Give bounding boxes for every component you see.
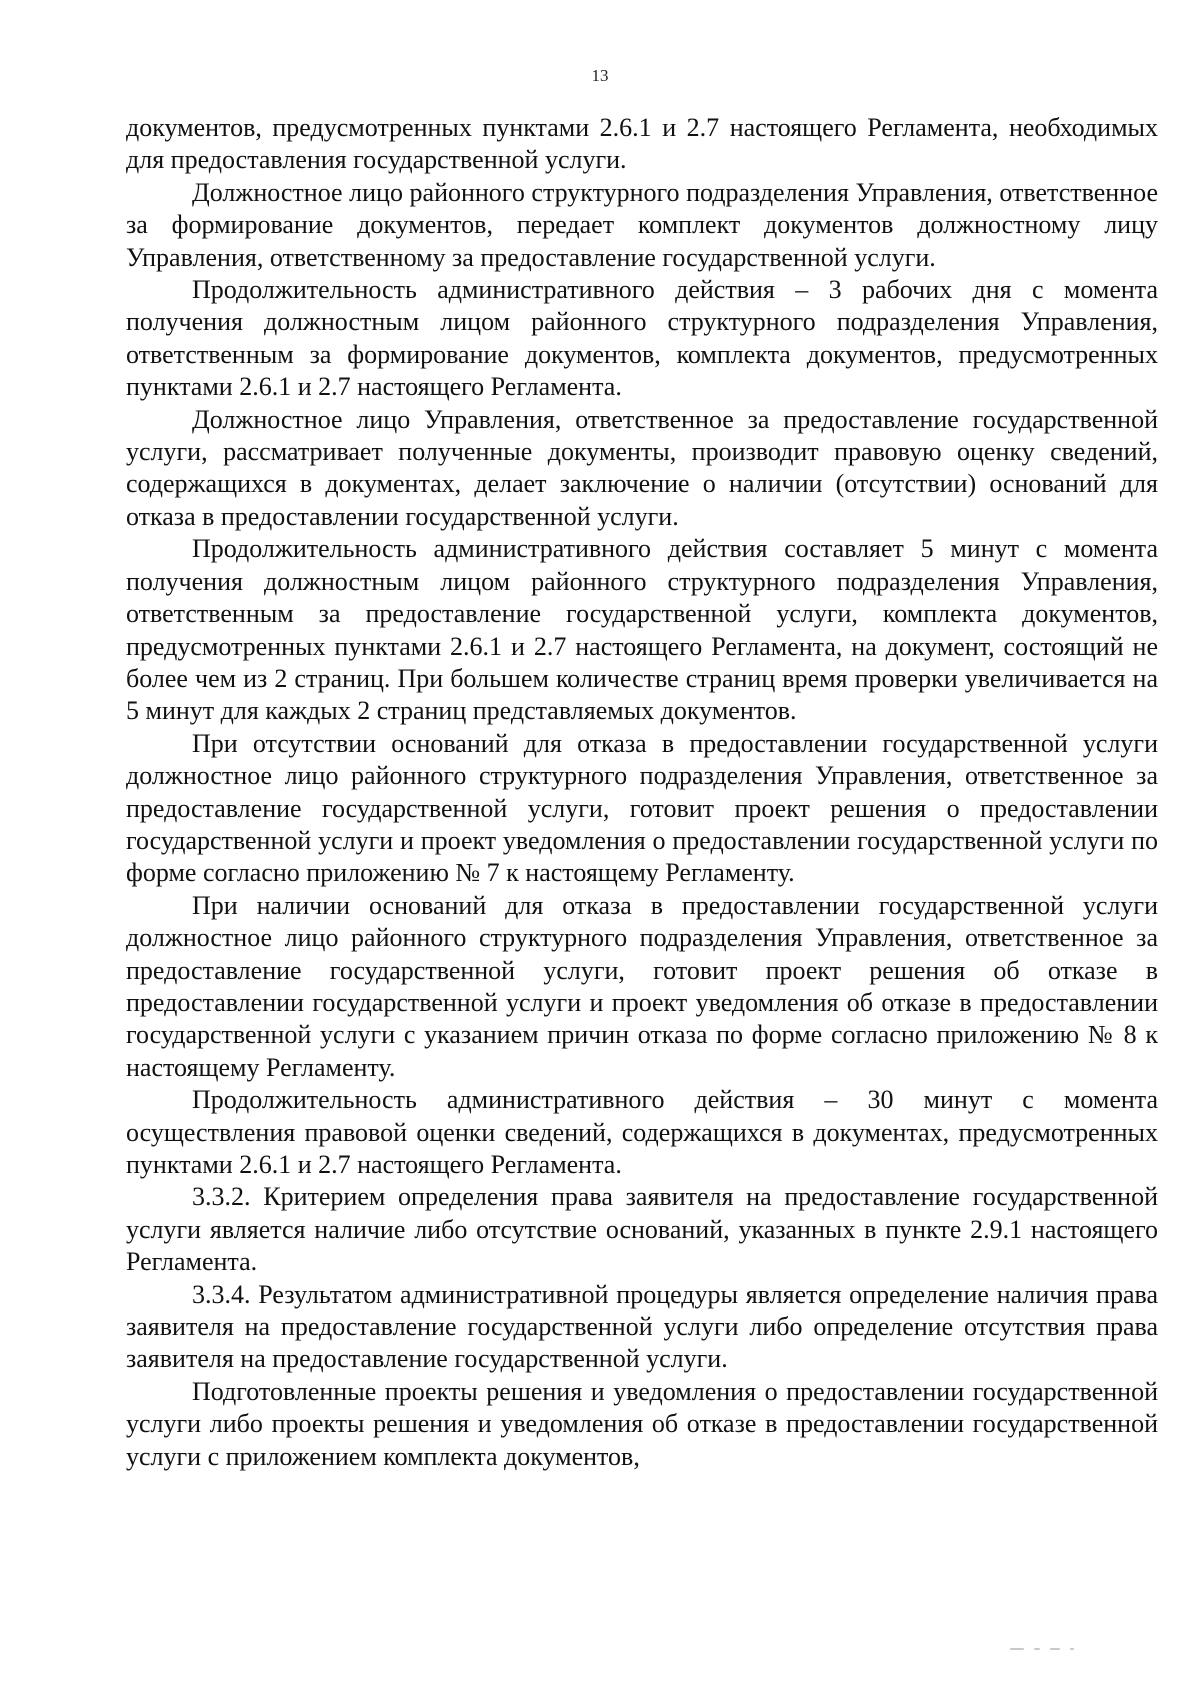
paragraph: Должностное лицо Управления, ответственное за предоставление государственной услуги, рассматривает полученные документы, производит правовую оценку сведений, содержащихся в документах, делает заключение о наличии (отсутствии) оснований для отказа в предоставлении государственной услуги. <box>126 404 1158 531</box>
paragraph-3-3-4: 3.3.4. Результатом административной процедуры является определение наличия права заявителя на предоставление государственной услуги либо определение отсутствия права заявителя на предоставление государственной услуги. <box>126 1279 1158 1374</box>
paragraph: Продолжительность административного действия – 3 рабочих дня с момента получения должностным лицом районного структурного подразделения Управления, ответственным за формирование документов, комплекта документов, предусмотренных пунктами 2.6.1 и 2.7 настоящего Регламента. <box>126 275 1158 402</box>
scan-artifact <box>1010 1648 1090 1654</box>
paragraph-3-3-2: 3.3.2. Критерием определения права заявителя на предоставление государственной услуги является наличие либо отсутствие оснований, указанных в пункте 2.9.1 настоящего Регламента. <box>126 1182 1158 1277</box>
paragraph: При наличии оснований для отказа в предоставлении государственной услуги должностное лицо районного структурного подразделения Управления, ответственное за предоставление государственной услуги, готовит проект решения об отказе в предоставлении государственной услуги и проект уведомления об отказе в предоставлении государственной услуги с указанием причин отказа по форме согласно приложению № 8 к настоящему Регламенту. <box>126 890 1158 1082</box>
paragraph: Продолжительность административного действия – 30 минут с момента осуществления правовой оценки сведений, содержащихся в документах, предусмотренных пунктами 2.6.1 и 2.7 настоящего Регламента. <box>126 1085 1158 1179</box>
paragraph-continuation: документов, предусмотренных пунктами 2.6.1 и 2.7 настоящего Регламента, необходимых для предоставления государственной услуги. <box>126 113 1158 175</box>
page-number: 13 <box>591 66 609 85</box>
paragraph: Продолжительность административного действия составляет 5 минут с момента получения должностным лицом районного структурного подразделения Управления, ответственным за предоставление государственной услуги, комплекта документов, предусмотренных пунктами 2.6.1 и 2.7 настоящего Регламента, на документ, состоящий не более чем из 2 страниц. При большем количестве страниц время проверки увеличивается на 5 минут для каждых 2 страниц представляемых документов. <box>126 534 1158 726</box>
paragraph: Подготовленные проекты решения и уведомления о предоставлении государственной услуги либо проекты решения и уведомления об отказе в предоставлении государственной услуги с приложением комплекта документов, <box>126 1376 1158 1471</box>
document-body <box>126 112 1158 1473</box>
paragraph: Должностное лицо районного структурного подразделения Управления, ответственное за формирование документов, передает комплект документов должностному лицу Управления, ответственному за предоставление государственной услуги. <box>126 177 1158 272</box>
paragraph: При отсутствии оснований для отказа в предоставлении государственной услуги должностное лицо районного структурного подразделения Управления, ответственное за предоставление государственной услуги, готовит проект решения о предоставлении государственной услуги и проект уведомления о предоставлении государственной услуги по форме согласно приложению № 7 к настоящему Регламенту. <box>126 728 1158 888</box>
